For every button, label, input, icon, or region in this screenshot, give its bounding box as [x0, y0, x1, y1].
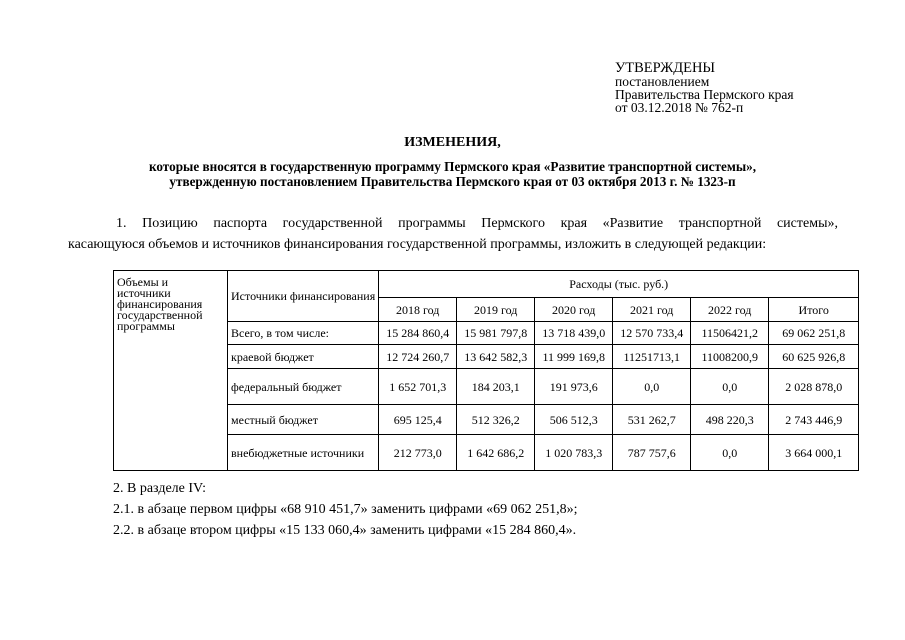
table-value-cell: 506 512,3	[535, 405, 613, 435]
table-sources-header: Источники финансирования	[228, 271, 379, 322]
section-2	[113, 478, 873, 541]
paragraph-1-line-2: касающуюся объемов и источников финансирования государственной программы, изложить в следующей редакции:	[68, 237, 767, 252]
table-year-header: 2022 год	[691, 298, 769, 322]
table-value-cell: 13 718 439,0	[535, 322, 613, 345]
table-value-cell: 191 973,6	[535, 369, 613, 405]
table-value-cell: 1 642 686,2	[457, 435, 535, 471]
table-value-cell: 0,0	[691, 369, 769, 405]
table-source-cell: Всего, в том числе:	[228, 322, 379, 345]
table-value-cell: 0,0	[691, 435, 769, 471]
table-value-cell: 498 220,3	[691, 405, 769, 435]
table-value-cell: 1 020 783,3	[535, 435, 613, 471]
table-value-cell: 15 284 860,4	[379, 322, 457, 345]
document-subtitle	[60, 159, 845, 189]
table-value-cell: 11251713,1	[613, 345, 691, 369]
table-value-cell: 11008200,9	[691, 345, 769, 369]
table-value-cell: 2 028 878,0	[769, 369, 859, 405]
table-value-cell: 13 642 582,3	[457, 345, 535, 369]
document-title: ИЗМЕНЕНИЯ,	[404, 135, 501, 150]
table-value-cell: 11506421,2	[691, 322, 769, 345]
financing-table	[113, 270, 859, 471]
table-value-cell: 3 664 000,1	[769, 435, 859, 471]
section-2-item-2: 2.2. в абзаце втором цифры «15 133 060,4» заменить цифрами «15 284 860,4».	[113, 523, 577, 538]
table-value-cell: 787 757,6	[613, 435, 691, 471]
table-value-cell: 184 203,1	[457, 369, 535, 405]
table-year-header: 2020 год	[535, 298, 613, 322]
table-value-cell: 212 773,0	[379, 435, 457, 471]
table-value-cell: 512 326,2	[457, 405, 535, 435]
table-left-header: Объемы и источники финансирования государственной программы	[114, 271, 228, 471]
subtitle-line-2: утвержденную постановлением Правительства Пермского края от 03 октября 2013 г. № 1323-п	[169, 174, 736, 189]
section-2-item-1: 2.1. в абзаце первом цифры «68 910 451,7» заменить цифрами «69 062 251,8»;	[113, 502, 578, 517]
approval-line-approved: УТВЕРЖДЕНЫ	[615, 60, 716, 76]
table-source-cell: федеральный бюджет	[228, 369, 379, 405]
table-value-cell: 531 262,7	[613, 405, 691, 435]
table-year-header: 2021 год	[613, 298, 691, 322]
approval-line-date: от 03.12.2018 № 762-п	[615, 100, 744, 115]
subtitle-line-1: которые вносятся в государственную программу Пермского края «Развитие транспортной системы»,	[148, 159, 757, 174]
table-value-cell: 12 570 733,4	[613, 322, 691, 345]
table-year-header: 2018 год	[379, 298, 457, 322]
table-value-cell: 12 724 260,7	[379, 345, 457, 369]
approval-block	[615, 62, 875, 114]
table-value-cell: 695 125,4	[379, 405, 457, 435]
table-value-cell: 15 981 797,8	[457, 322, 535, 345]
table-source-cell: краевой бюджет	[228, 345, 379, 369]
table-value-cell: 1 652 701,3	[379, 369, 457, 405]
paragraph-1-line-1: 1. Позицию паспорта государственной программы Пермского края «Развитие транспортной системы»,	[116, 216, 838, 231]
table-value-cell: 60 625 926,8	[769, 345, 859, 369]
approval-line-decree: постановлением	[615, 74, 710, 89]
table-value-cell: 11 999 169,8	[535, 345, 613, 369]
approval-line-government: Правительства Пермского края	[615, 87, 794, 102]
table-expenses-header: Расходы (тыс. руб.)	[379, 271, 859, 298]
section-2-heading: 2. В разделе IV:	[113, 481, 206, 496]
paragraph-1	[68, 213, 838, 255]
table-value-cell: 0,0	[613, 369, 691, 405]
table-year-header: 2019 год	[457, 298, 535, 322]
table-total-header: Итого	[769, 298, 859, 322]
table-value-cell: 2 743 446,9	[769, 405, 859, 435]
table-source-cell: внебюджетные источники	[228, 435, 379, 471]
table-source-cell: местный бюджет	[228, 405, 379, 435]
table-value-cell: 69 062 251,8	[769, 322, 859, 345]
